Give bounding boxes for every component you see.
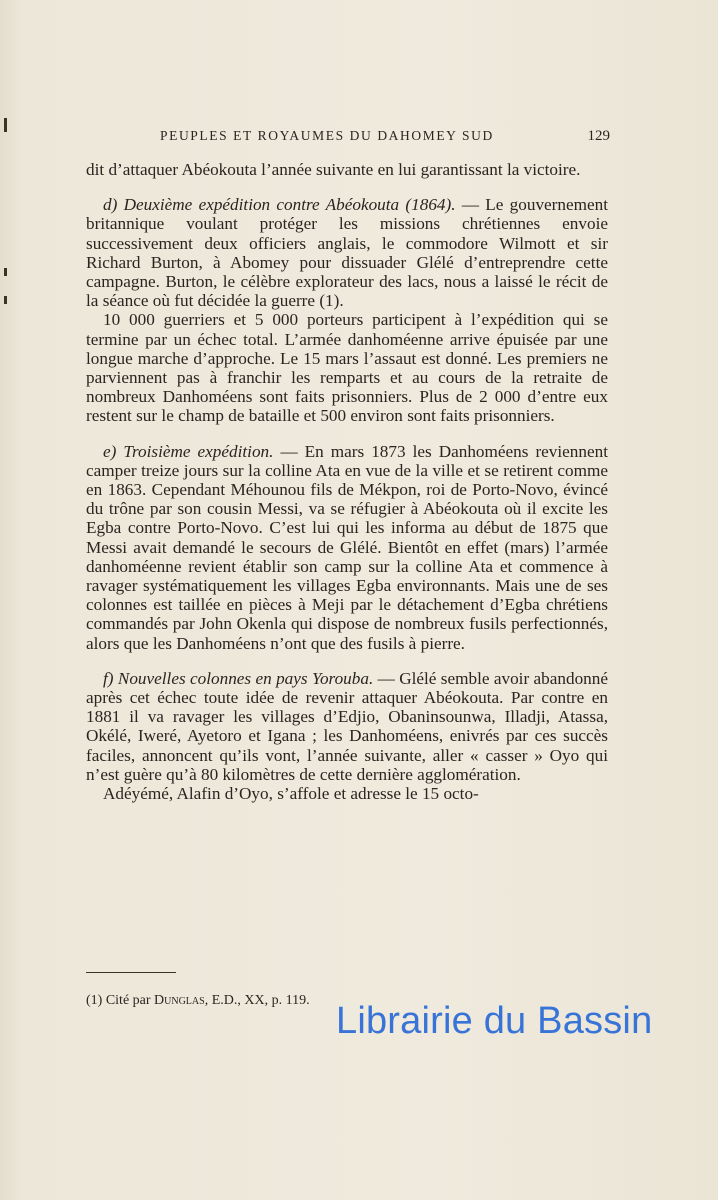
body-text <box>86 160 608 803</box>
paragraph-text: 10 000 guerriers et 5 000 porteurs participent à l’expédition qui se termine par un échec total. L’armée danhoméenne arrive épuisée par une longue marche d’approche. Le 15 mars l’assaut est donné. Les premiers ne parviennent pas à franchir les remparts et au cours de la retraite de nombreux Danhoméens sont faits prisonniers. Plus de 2 000 d’entre eux restent sur le champ de bataille et 500 environ sont faits prisonniers. <box>86 310 608 426</box>
paragraph-text: — En mars 1873 les Danhoméens reviennent camper treize jours sur la colline Ata en vue de la ville et se retirent comme en 1863. Cependant Méhounou fils de Mékpon, roi de Porto-Novo, évincé du trône par son cousin Messi, va se réfugier à Abéokouta où il excite les Egba contre Porto-Novo. C’est lui qui les informa au début de 1875 que Messi avait demandé le secours de Glélé. Bientôt en effet (mars) l’armée danhoméenne revient établir son camp sur la colline Ata et commence à ravager systématiquement les villages Egba environnants. Mais une de ses colonnes est taillée en pièces à Meji par le détachement d’Egba chrétiens commandés par John Okenla qui dispose de nombreux fusils perfectionnés, alors que les Danhoméens n’ont que des fusils à pierre. <box>86 441 608 653</box>
footnote-author: Dunglas <box>154 993 205 1008</box>
binding-mark <box>4 118 7 132</box>
paragraph-text: — Le gouvernement britannique voulant protéger les missions chrétiennes envoie successivement deux officiers anglais, le commodore Wilmott et sir Richard Burton, à Abomey pour dissuader Glélé d’entreprendre cette campagne. Burton, le célèbre explorateur des lacs, nous a laissé le récit de la séance où fut décidée la guerre (1). <box>86 195 608 311</box>
section-title: e) Troisième expédition. <box>103 441 274 461</box>
paragraph <box>86 669 608 784</box>
footnote-rule <box>86 972 176 973</box>
footnote-prefix: (1) Cité par <box>86 993 155 1008</box>
section-title: d) Deuxième expédition contre Abéokouta (1864). <box>103 195 456 215</box>
footnote-suffix: , E.D., XX, p. 119. <box>204 993 310 1008</box>
page-number: 129 <box>587 128 610 144</box>
watermark: Librairie du Bassin <box>336 1000 653 1042</box>
paragraph <box>86 442 608 653</box>
running-title: PEUPLES ET ROYAUMES DU DAHOMEY SUD <box>160 128 494 143</box>
paragraph-text: dit d’attaquer Abéokouta l’année suivante en lui garantissant la victoire. <box>86 160 581 179</box>
paragraph-text: — Glélé semble avoir abandonné après cet échec toute idée de revenir attaquer Abéokouta. Par contre en 1881 il va ravager les villages d’Edjio, Obaninsounwa, Illadji, Atassa, Okélé, Iweré, Ayetoro et Igana ; les Danhoméens, enivrés par ces succès faciles, annoncent qu’ils vont, l’année suivante, aller « casser » Oyo qui n’est guère qu’à 80 kilomètres de cette dernière agglomération. <box>86 668 608 784</box>
paragraph-text: Adéyémé, Alafin d’Oyo, s’affole et adresse le 15 octo- <box>103 784 479 804</box>
binding-mark <box>4 268 7 276</box>
paragraph <box>86 310 608 425</box>
paragraph <box>86 160 608 179</box>
running-head <box>160 128 610 145</box>
paragraph <box>86 784 608 803</box>
binding-mark <box>4 296 7 304</box>
section-title: f) Nouvelles colonnes en pays Yorouba. <box>103 668 374 688</box>
paragraph <box>86 195 608 310</box>
